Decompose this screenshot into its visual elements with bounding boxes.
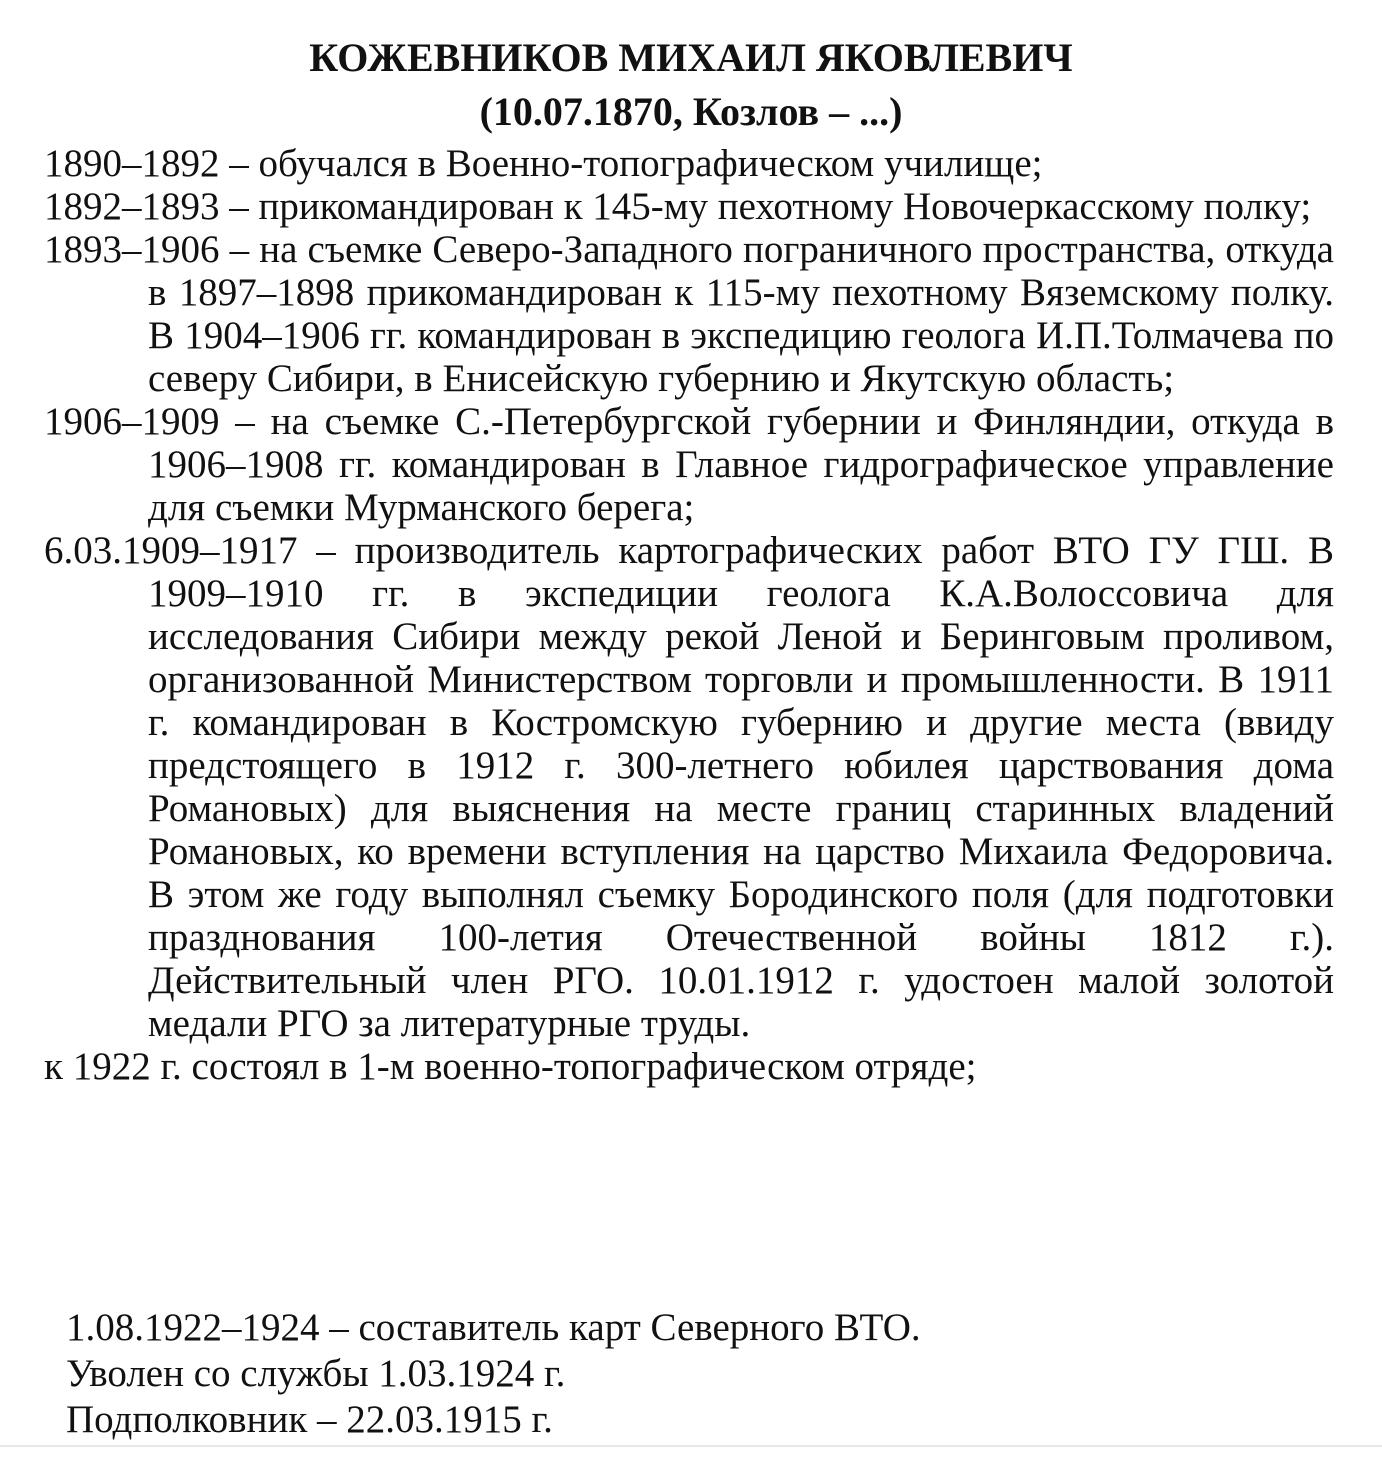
- entry-text: – прикомандирован к 145-му пехотному Новочеркасскому полку;: [219, 185, 1312, 228]
- biography-entry: [44, 142, 1334, 185]
- biography-entry: [44, 529, 1334, 1045]
- summary-line-discharge: Уволен со службы 1.03.1924 г.: [66, 1352, 566, 1395]
- entry-text: состоял в 1-м военно-топографическом отряде;: [181, 1045, 977, 1088]
- life-dates-heading: (10.07.1870, Козлов – ...): [479, 89, 903, 134]
- entry-text: – обучался в Военно-топографическом училище;: [219, 142, 1043, 185]
- page-bottom-edge: [0, 1445, 1382, 1447]
- entry-period: 1892–1893: [44, 185, 220, 228]
- entry-period: 6.03.1909–1917: [44, 529, 298, 572]
- person-name-heading: КОЖЕВНИКОВ МИХАИЛ ЯКОВЛЕВИЧ: [309, 35, 1073, 80]
- summary-line-rank: Подполковник – 22.03.1915 г.: [66, 1398, 553, 1441]
- entry-text: – на съемке Северо-Западного пограничного пространства, откуда в 1897–1898 прикомандирован к 115-му пехотному Вяземскому полку. В 1904–1906 гг. командирован в экспедицию геолога И.П.Толмачева по северу Сибири, в Енисейскую губернию и Якутскую область;: [148, 228, 1334, 400]
- biography-entry: [44, 228, 1334, 400]
- biography-entries: [44, 142, 1334, 1088]
- entry-text: – на съемке С.-Петербургской губернии и Финляндии, откуда в 1906–1908 гг. командирован в Главное гидрографическое управление для съемки Мурманского берега;: [148, 400, 1334, 529]
- entry-period: 1906–1909: [44, 400, 220, 443]
- summary-line-position: 1.08.1922–1924 – составитель карт Северного ВТО.: [66, 1306, 921, 1349]
- biography-entry: [44, 400, 1334, 529]
- service-summary: [66, 1305, 921, 1443]
- entry-period: к 1922 г.: [44, 1045, 182, 1088]
- biography-entry: [44, 1045, 1334, 1088]
- entry-period: 1890–1892: [44, 142, 220, 185]
- entry-text: – производитель картографических работ ВТО ГУ ГШ. В 1909–1910 гг. в экспедиции геолога К.А.Волоссовича для исследования Сибири между рекой Леной и Беринговым проливом, организованной Министерством торговли и промышленности. В 1911 г. командирован в Костромскую губернию и другие места (ввиду предстоящего в 1912 г. 300-летнего юбилея царствования дома Романовых) для выяснения на месте границ старинных владений Романовых, ко времени вступления на царство Михаила Федоровича. В этом же году выполнял съемку Бородинского поля (для подготовки празднования 100-летия Отечественной войны 1812 г.). Действительный член РГО. 10.01.1912 г. удостоен малой золотой медали РГО за литературные труды.: [148, 529, 1334, 1045]
- biography-entry: [44, 185, 1334, 228]
- entry-period: 1893–1906: [44, 228, 220, 271]
